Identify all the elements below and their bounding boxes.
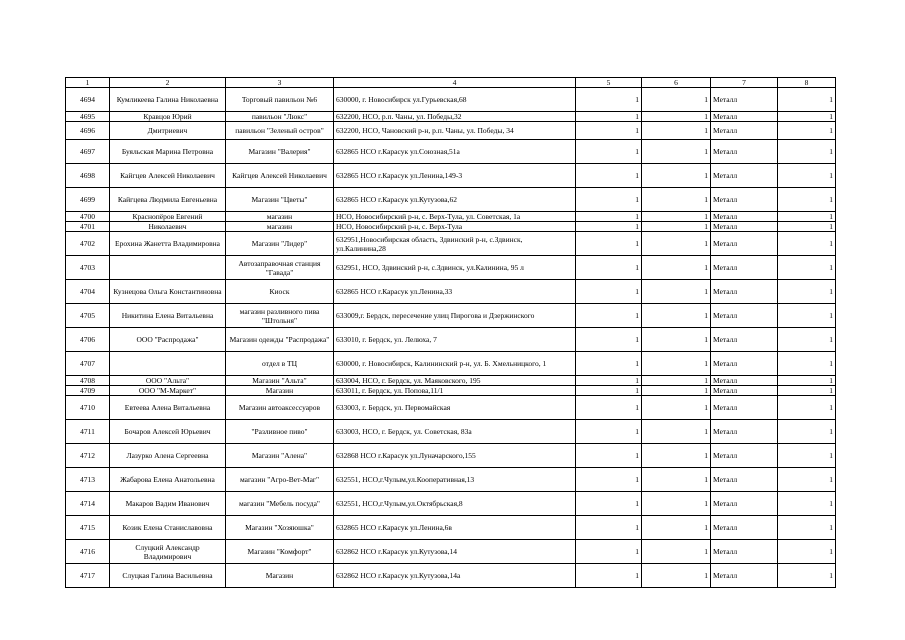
material: Металл [711, 188, 778, 212]
object-name: Магазин "Альта" [226, 376, 334, 386]
col5-value: 1 [576, 492, 642, 516]
object-name: магазин разливного пива "Штольня" [226, 304, 334, 328]
object-name: Магазин одежды "Распродажа" [226, 328, 334, 352]
owner-name: Бочаров Алексей Юрьевич [110, 420, 226, 444]
row-number: 4714 [66, 492, 110, 516]
address: 633010, г. Бердск, ул. Лелюха, 7 [334, 328, 576, 352]
col8-value: 1 [778, 232, 836, 256]
col8-value: 1 [778, 140, 836, 164]
table-row [66, 112, 836, 122]
object-name: Магазин "Алена" [226, 444, 334, 468]
col8-value: 1 [778, 444, 836, 468]
col5-value: 1 [576, 540, 642, 564]
object-name: Магазин "Цветы" [226, 188, 334, 212]
col6-value: 1 [642, 304, 711, 328]
row-number: 4708 [66, 376, 110, 386]
col8-value: 1 [778, 256, 836, 280]
material: Металл [711, 256, 778, 280]
owner-name: Ерохина Жанетта Владимировна [110, 232, 226, 256]
owner-name: Николаевич [110, 222, 226, 232]
row-number: 4706 [66, 328, 110, 352]
owner-name: Слуцкая Галина Васильевна [110, 564, 226, 588]
owner-name: ООО "Альта" [110, 376, 226, 386]
material: Металл [711, 112, 778, 122]
address: 632868 НСО г.Карасук ул.Луначарского,155 [334, 444, 576, 468]
column-header: 1 [66, 78, 110, 88]
material: Металл [711, 564, 778, 588]
object-name: Автозаправочная станция "Гавада" [226, 256, 334, 280]
address: 630000, г. Новосибирск, Калининский р-н, ул. Б. Хмельницкого, 1 [334, 352, 576, 376]
row-number: 4700 [66, 212, 110, 222]
col8-value: 1 [778, 386, 836, 396]
owner-name: Буяльская Марина Петровна [110, 140, 226, 164]
material: Металл [711, 396, 778, 420]
address: 630000, г. Новосибирск ул.Гурьевская,68 [334, 88, 576, 112]
address: 632862 НСО г.Карасук ул.Кутузова,14 [334, 540, 576, 564]
col5-value: 1 [576, 88, 642, 112]
owner-name: ООО "М-Маркет" [110, 386, 226, 396]
owner-name: Кумликеева Галина Николаевна [110, 88, 226, 112]
col5-value: 1 [576, 304, 642, 328]
address: 632865 НСО г.Карасук ул.Союзная,51а [334, 140, 576, 164]
owner-name: Козик Елена Станиславовна [110, 516, 226, 540]
col6-value: 1 [642, 112, 711, 122]
col8-value: 1 [778, 164, 836, 188]
address: 632865 НСО г.Карасук ул.Ленина,33 [334, 280, 576, 304]
col6-value: 1 [642, 540, 711, 564]
col8-value: 1 [778, 564, 836, 588]
material: Металл [711, 376, 778, 386]
col6-value: 1 [642, 222, 711, 232]
row-number: 4696 [66, 122, 110, 140]
col8-value: 1 [778, 280, 836, 304]
row-number: 4698 [66, 164, 110, 188]
col5-value: 1 [576, 386, 642, 396]
object-name: Магазин "Валерия" [226, 140, 334, 164]
table-row [66, 256, 836, 280]
object-name: магазин [226, 212, 334, 222]
table-row [66, 564, 836, 588]
address: 632951, НСО, Здвинский р-н, с.Здвинск, ул.Калинина, 95 л [334, 256, 576, 280]
object-name: Магазин автоаксессуаров [226, 396, 334, 420]
col6-value: 1 [642, 140, 711, 164]
address: НСО, Новосибирский р-н, с. Верх-Тула, ул. Советская, 1а [334, 212, 576, 222]
table-row [66, 492, 836, 516]
table-row [66, 396, 836, 420]
material: Металл [711, 352, 778, 376]
col8-value: 1 [778, 516, 836, 540]
column-header: 2 [110, 78, 226, 88]
address: 632200, НСО, р.п. Чаны, ул. Победы,32 [334, 112, 576, 122]
col6-value: 1 [642, 420, 711, 444]
col6-value: 1 [642, 564, 711, 588]
object-name: павильон "Люкс" [226, 112, 334, 122]
owner-name: Кайгцева Людмила Евгеньевна [110, 188, 226, 212]
material: Металл [711, 516, 778, 540]
material: Металл [711, 386, 778, 396]
address: 632865 НСО г.Карасук ул.Кутузова,62 [334, 188, 576, 212]
col5-value: 1 [576, 112, 642, 122]
owner-name: Кузнецова Ольга Константиновна [110, 280, 226, 304]
col6-value: 1 [642, 232, 711, 256]
address: 632865 НСО г.Карасук ул.Ленина,6в [334, 516, 576, 540]
material: Металл [711, 492, 778, 516]
row-number: 4694 [66, 88, 110, 112]
address: 633004, НСО, г. Бердск, ул. Маяковского, 195 [334, 376, 576, 386]
object-name: Магазин [226, 386, 334, 396]
owner-name: Кравцов Юрий [110, 112, 226, 122]
material: Металл [711, 420, 778, 444]
col8-value: 1 [778, 304, 836, 328]
material: Металл [711, 232, 778, 256]
object-name: "Разливное пиво" [226, 420, 334, 444]
table-row [66, 376, 836, 386]
column-header: 5 [576, 78, 642, 88]
col8-value: 1 [778, 420, 836, 444]
table-row [66, 352, 836, 376]
address: 633009,г. Бердск, пересечение улиц Пирогова и Дзержинского [334, 304, 576, 328]
material: Металл [711, 140, 778, 164]
row-number: 4701 [66, 222, 110, 232]
col5-value: 1 [576, 444, 642, 468]
row-number: 4699 [66, 188, 110, 212]
col5-value: 1 [576, 212, 642, 222]
col8-value: 1 [778, 188, 836, 212]
address: НСО, Новосибирский р-н, с. Верх-Тула [334, 222, 576, 232]
registry-table [65, 77, 836, 588]
row-number: 4707 [66, 352, 110, 376]
table-row [66, 122, 836, 140]
table-row [66, 88, 836, 112]
col5-value: 1 [576, 222, 642, 232]
owner-name [110, 256, 226, 280]
col6-value: 1 [642, 188, 711, 212]
col5-value: 1 [576, 328, 642, 352]
table-row [66, 212, 836, 222]
table-row [66, 516, 836, 540]
material: Металл [711, 444, 778, 468]
address: 632200, НСО, Чановский р-н, р.п. Чаны, ул. Победы, 34 [334, 122, 576, 140]
col8-value: 1 [778, 88, 836, 112]
col5-value: 1 [576, 188, 642, 212]
material: Металл [711, 164, 778, 188]
col6-value: 1 [642, 280, 711, 304]
col5-value: 1 [576, 280, 642, 304]
object-name: Киоск [226, 280, 334, 304]
table-row [66, 328, 836, 352]
col8-value: 1 [778, 468, 836, 492]
row-number: 4710 [66, 396, 110, 420]
row-number: 4704 [66, 280, 110, 304]
object-name: отдел в ТЦ [226, 352, 334, 376]
col8-value: 1 [778, 328, 836, 352]
col6-value: 1 [642, 376, 711, 386]
owner-name: Слуцкий Александр Владимирович [110, 540, 226, 564]
row-number: 4709 [66, 386, 110, 396]
col5-value: 1 [576, 352, 642, 376]
col6-value: 1 [642, 212, 711, 222]
owner-name: Жабарова Елена Анатольевна [110, 468, 226, 492]
column-header: 8 [778, 78, 836, 88]
object-name: Торговый павильон №6 [226, 88, 334, 112]
col6-value: 1 [642, 468, 711, 492]
col6-value: 1 [642, 328, 711, 352]
col6-value: 1 [642, 164, 711, 188]
material: Металл [711, 468, 778, 492]
material: Металл [711, 212, 778, 222]
owner-name: Кайгцев Алексей Николаевич [110, 164, 226, 188]
object-name: Магазин [226, 564, 334, 588]
col8-value: 1 [778, 396, 836, 420]
owner-name: Макаров Вадим Иванович [110, 492, 226, 516]
table-row [66, 304, 836, 328]
row-number: 4695 [66, 112, 110, 122]
row-number: 4711 [66, 420, 110, 444]
col6-value: 1 [642, 122, 711, 140]
col6-value: 1 [642, 396, 711, 420]
col6-value: 1 [642, 352, 711, 376]
object-name: Магазин "Хозяюшка" [226, 516, 334, 540]
col8-value: 1 [778, 540, 836, 564]
col8-value: 1 [778, 352, 836, 376]
table-row [66, 188, 836, 212]
col6-value: 1 [642, 516, 711, 540]
object-name: Магазин "Комфорт" [226, 540, 334, 564]
col5-value: 1 [576, 564, 642, 588]
col5-value: 1 [576, 164, 642, 188]
object-name: магазин "Агро-Вет-Маг" [226, 468, 334, 492]
col5-value: 1 [576, 140, 642, 164]
row-number: 4703 [66, 256, 110, 280]
col5-value: 1 [576, 256, 642, 280]
object-name: павильон "Зеленый остров" [226, 122, 334, 140]
object-name: магазин [226, 222, 334, 232]
column-header: 3 [226, 78, 334, 88]
column-header: 4 [334, 78, 576, 88]
owner-name: Евтеева Алена Витальевна [110, 396, 226, 420]
object-name: Магазин "Лидер" [226, 232, 334, 256]
owner-name: Краснопёров Евгений [110, 212, 226, 222]
row-number: 4716 [66, 540, 110, 564]
table-row [66, 164, 836, 188]
row-number: 4705 [66, 304, 110, 328]
col5-value: 1 [576, 420, 642, 444]
material: Металл [711, 304, 778, 328]
table-row [66, 140, 836, 164]
address: 632551, НСО,г.Чулым,ул.Кооперативная,13 [334, 468, 576, 492]
col8-value: 1 [778, 376, 836, 386]
object-name: Кайгцев Алексей Николаевич [226, 164, 334, 188]
table-row [66, 386, 836, 396]
material: Металл [711, 222, 778, 232]
col6-value: 1 [642, 88, 711, 112]
row-number: 4715 [66, 516, 110, 540]
col5-value: 1 [576, 122, 642, 140]
material: Металл [711, 328, 778, 352]
col8-value: 1 [778, 112, 836, 122]
table-row [66, 444, 836, 468]
object-name: магазин "Мебель посуда" [226, 492, 334, 516]
material: Металл [711, 122, 778, 140]
material: Металл [711, 540, 778, 564]
col5-value: 1 [576, 376, 642, 386]
col8-value: 1 [778, 212, 836, 222]
table-row [66, 420, 836, 444]
column-header: 6 [642, 78, 711, 88]
table-row [66, 468, 836, 492]
row-number: 4713 [66, 468, 110, 492]
owner-name: ООО "Распродажа" [110, 328, 226, 352]
col5-value: 1 [576, 396, 642, 420]
col6-value: 1 [642, 256, 711, 280]
col6-value: 1 [642, 386, 711, 396]
header-row [66, 78, 836, 88]
table-row [66, 280, 836, 304]
address: 632862 НСО г.Карасук ул.Кутузова,14а [334, 564, 576, 588]
material: Металл [711, 280, 778, 304]
table-row [66, 232, 836, 256]
owner-name: Дмитриевич [110, 122, 226, 140]
col5-value: 1 [576, 232, 642, 256]
owner-name [110, 352, 226, 376]
table-row [66, 222, 836, 232]
col6-value: 1 [642, 444, 711, 468]
table-row [66, 540, 836, 564]
col8-value: 1 [778, 122, 836, 140]
address: 633011, г. Бердск, ул. Попова,11/1 [334, 386, 576, 396]
row-number: 4702 [66, 232, 110, 256]
row-number: 4697 [66, 140, 110, 164]
col5-value: 1 [576, 516, 642, 540]
col6-value: 1 [642, 492, 711, 516]
owner-name: Никитина Елена Витальевна [110, 304, 226, 328]
address: 632951,Новосибирская область, Здвинский р-н, с.Здвинск, ул.Калинина,28 [334, 232, 576, 256]
address: 632865 НСО г.Карасук ул.Ленина,149-3 [334, 164, 576, 188]
col8-value: 1 [778, 222, 836, 232]
col8-value: 1 [778, 492, 836, 516]
col5-value: 1 [576, 468, 642, 492]
column-header: 7 [711, 78, 778, 88]
owner-name: Лазурко Алена Сергеевна [110, 444, 226, 468]
row-number: 4712 [66, 444, 110, 468]
address: 632551, НСО,г.Чулым,ул.Октябрьская,8 [334, 492, 576, 516]
material: Металл [711, 88, 778, 112]
row-number: 4717 [66, 564, 110, 588]
address: 633003, НСО, г. Бердск, ул. Советская, 83а [334, 420, 576, 444]
address: 633003, г. Бердск, ул. Первомайская [334, 396, 576, 420]
